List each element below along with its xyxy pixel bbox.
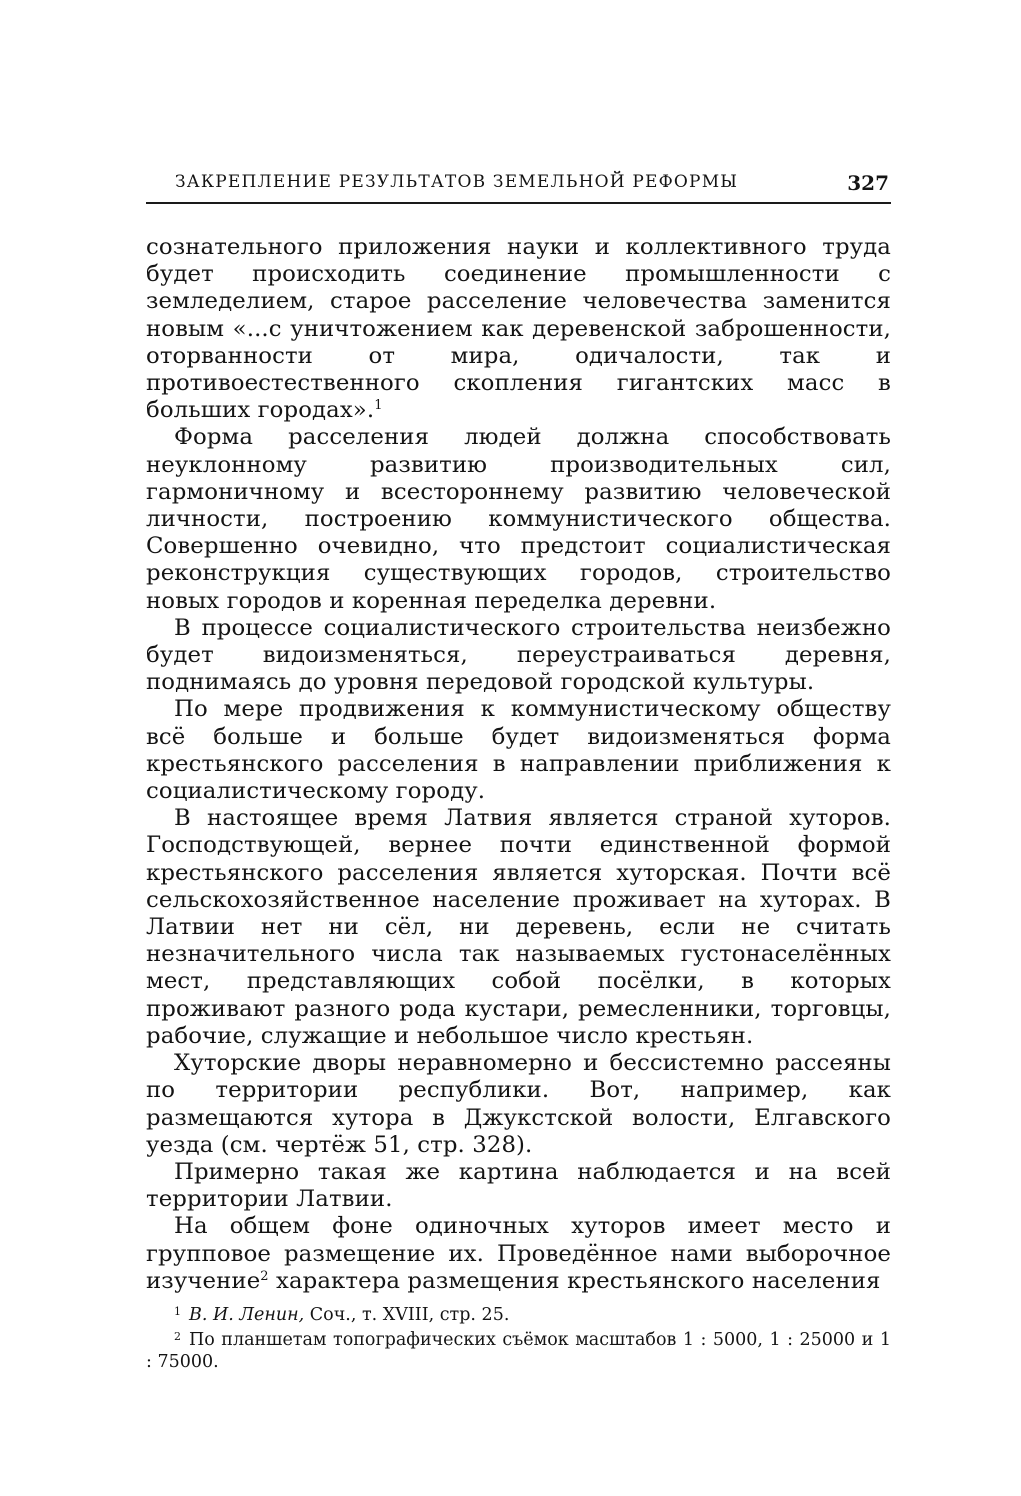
paragraph: В настоящее время Латвия является страной хуторов. Господствующей, вернее почти единственной формой крестьянского расселения является хуторская. Почти всё сельскохозяйственное население проживает на хуторах. В Латвии нет ни сёл, ни деревень, если не считать незначительного числа так называемых густонаселённых мест, представляющих собой посёлки, в которых проживают разного рода кустари, ремесленники, торговцы, рабочие, служащие и небольшое число крестьян. [146, 805, 891, 1049]
paragraph [146, 234, 891, 424]
page-number: 327 [847, 171, 889, 195]
paragraph: Форма расселения людей должна способствовать неуклонному развитию производительных сил, гармоничному и всестороннему развитию человеческой личности, построению коммунистического общества. Совершенно очевидно, что предстоит социалистическая реконструкция существующих городов, строительство новых городов и коренная переделка деревни. [146, 424, 891, 614]
running-title: ЗАКРЕПЛЕНИЕ РЕЗУЛЬТАТОВ ЗЕМЕЛЬНОЙ РЕФОРМЫ [175, 172, 739, 192]
footnote-text: По планшетам топографических съёмок масштабов 1 : 5000, 1 : 25000 и 1 : 75000. [146, 1329, 891, 1372]
paragraph: Хуторские дворы неравномерно и бессистемно рассеяны по территории республики. Вот, например, как размещаются хутора в Джукстской волости, Елгавского уезда (см. чертёж 51, стр. 328). [146, 1050, 891, 1158]
footnote-reference: 1 [374, 398, 383, 414]
footnote-reference: 2 [260, 1268, 269, 1284]
footnote-author: В. И. Ленин, [189, 1304, 305, 1325]
paragraph-text: На общем фоне одиночных хуторов имеет место и групповое размещение их. Проведённое нами выборочное изучение [146, 1213, 891, 1294]
paragraph [146, 1213, 891, 1295]
paragraph: Примерно такая же картина наблюдается и на всей территории Латвии. [146, 1158, 891, 1213]
running-head [146, 168, 891, 204]
paragraph-text: характера размещения крестьянского населения [268, 1267, 881, 1294]
body-text [146, 234, 891, 1295]
paragraph: В процессе социалистического строительства неизбежно будет видоизменяться, переустраиваться деревня, поднимаясь до уровня передовой городской культуры. [146, 614, 891, 696]
footnote-mark: 1 [174, 1304, 181, 1318]
footnote-text: Соч., т. XVIII, стр. 25. [304, 1304, 510, 1325]
footnotes [146, 1301, 891, 1373]
paragraph: По мере продвижения к коммунистическому обществу всё больше и больше будет видоизменяться форма крестьянского расселения в направлении приближения к социалистическому городу. [146, 696, 891, 805]
book-page [146, 168, 891, 1373]
paragraph-text: сознательного приложения науки и коллективного труда будет происходить соединение промышленности с земледелием, старое расселение человечества заменится новым «...с уничтожением как деревенской заброшенности, оторванности от мира, одичалости, так и противоестественного скопления гигантских масс в больших городах». [146, 234, 891, 424]
footnote [146, 1301, 891, 1326]
footnote-mark: 2 [174, 1329, 181, 1343]
footnote [146, 1326, 891, 1373]
